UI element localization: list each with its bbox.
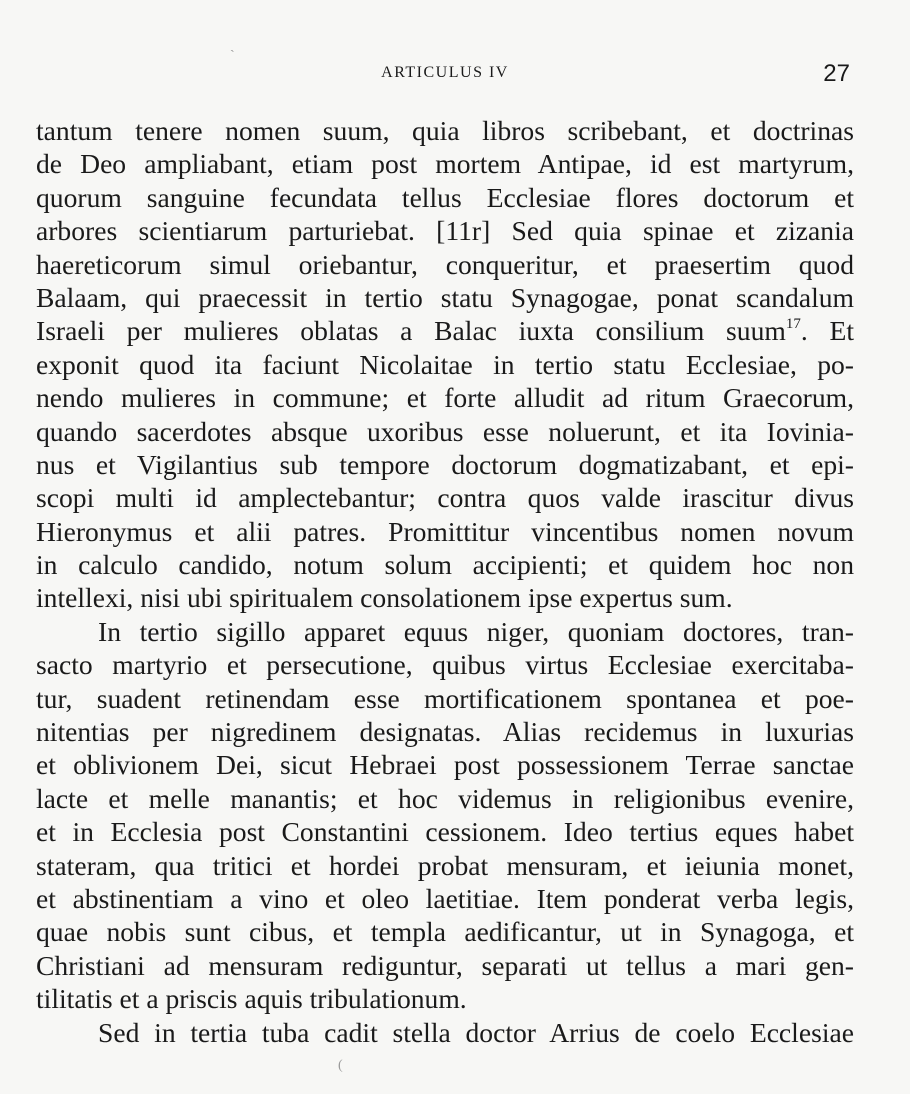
scan-speck: ( (338, 1058, 343, 1073)
text-line: Christiani ad mensuram rediguntur, separati ut tellus a mari gen- (36, 949, 854, 981)
text-line: arbores scientiarum parturiebat. [11r] Sed quia spinae et zizania (36, 215, 854, 247)
body-text (36, 114, 854, 1049)
text-line: sacto martyrio et persecutione, quibus virtus Ecclesiae exercitaba- (36, 649, 854, 681)
text-line: quando sacerdotes absque uxoribus esse noluerunt, et ita Iovinia- (36, 415, 854, 447)
text-line: nitentias per nigredinem designatas. Alias recidemus in luxurias (36, 716, 854, 748)
text-line: Sed in tertia tuba cadit stella doctor Arrius de coelo Ecclesiae (98, 1016, 854, 1048)
text-line: stateram, qua tritici et hordei probat mensuram, et ieiunia monet, (36, 849, 854, 881)
text-line: Hieronymus et alii patres. Promittitur vincentibus nomen novum (36, 515, 854, 547)
text-segment: . Et (800, 315, 854, 347)
paragraph-1 (36, 114, 854, 615)
text-line: et abstinentiam a vino et oleo laetitiae. Item ponderat verba legis, (36, 882, 854, 914)
text-line: lacte et melle manantis; et hoc videmus in religionibus evenire, (36, 782, 854, 814)
text-line: tilitatis et a priscis aquis tribulationum. (36, 983, 467, 1015)
text-line: de Deo ampliabant, etiam post mortem Antipae, id est martyrum, (36, 148, 854, 180)
text-line: In tertio sigillo apparet equus niger, quoniam doctores, tran- (98, 615, 854, 647)
paragraph-2 (36, 615, 854, 1016)
text-line: quorum sanguine fecundata tellus Ecclesiae flores doctorum et (36, 181, 854, 213)
text-line: et in Ecclesia post Constantini cessionem. Ideo tertius eques habet (36, 816, 854, 848)
text-line: quae nobis sunt cibus, et templa aedificantur, ut in Synagoga, et (36, 916, 854, 948)
text-line: tur, suadent retinendam esse mortificationem spontanea et poe- (36, 682, 854, 714)
text-line: intellexi, nisi ubi spiritualem consolationem ipse expertus sum. (36, 582, 733, 614)
text-line: haereticorum simul oriebantur, conqueritur, et praesertim quod (36, 248, 854, 280)
page-number: 27 (823, 60, 850, 87)
text-line: nendo mulieres in commune; et forte alludit ad ritum Graecorum, (36, 382, 854, 414)
text-line: et oblivionem Dei, sicut Hebraei post possessionem Terrae sanctae (36, 749, 854, 781)
running-head (36, 60, 854, 92)
text-line: tantum tenere nomen suum, quia libros scribebant, et doctrinas (36, 115, 854, 146)
footnote-marker[interactable]: 17 (785, 316, 801, 333)
scan-speck: ˎ (230, 38, 235, 53)
text-line: scopi multi id amplectebantur; contra quos valde irascitur divus (36, 482, 854, 514)
text-line: exponit quod ita faciunt Nicolaitae in tertio statu Ecclesiae, po- (36, 348, 854, 380)
text-line: nus et Vigilantius sub tempore doctorum dogmatizabant, et epi- (36, 448, 854, 480)
text-line-with-footnote (36, 314, 854, 347)
paragraph-3 (36, 1016, 854, 1049)
text-line: in calculo candido, notum solum accipienti; et quidem hoc non (36, 549, 854, 581)
running-title: ARTICULUS IV (381, 64, 509, 81)
text-line: Balaam, qui praecessit in tertio statu Synagogae, ponat scandalum (36, 281, 854, 313)
text-segment: Israeli per mulieres oblatas a Balac iuxta consilium suum (36, 315, 786, 347)
